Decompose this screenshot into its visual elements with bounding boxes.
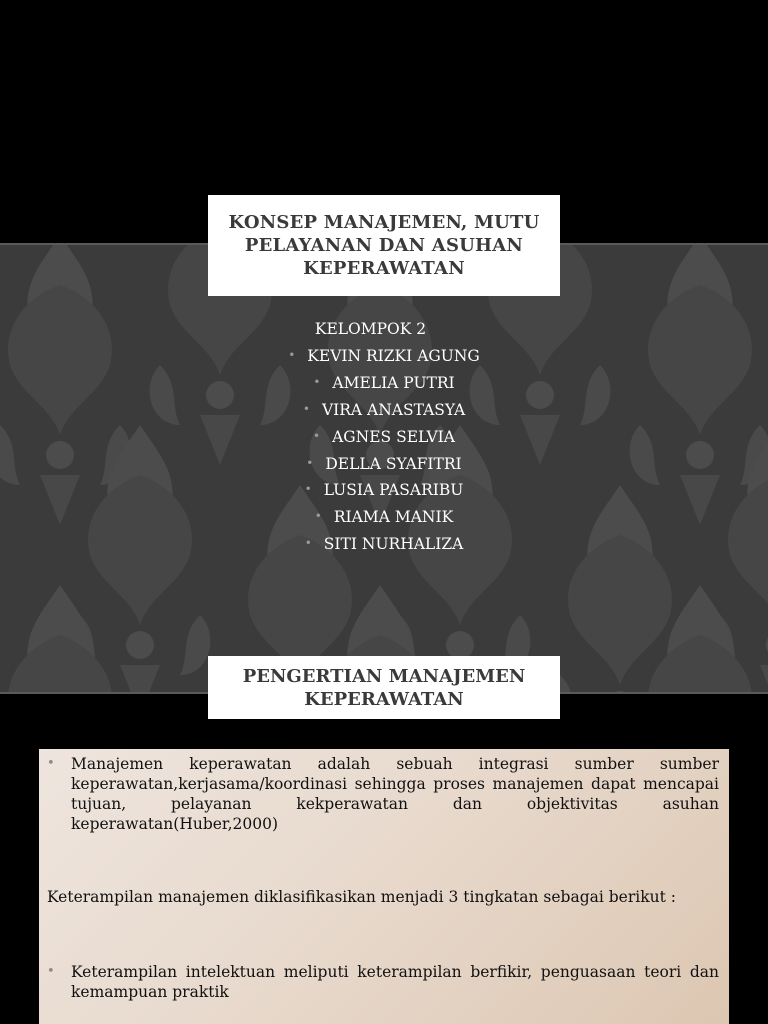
list-item — [0, 451, 768, 478]
list-item — [0, 531, 768, 558]
slide1-title-box — [208, 195, 560, 296]
list-item — [0, 477, 768, 504]
member-name: LUSIA PASARIBU — [323, 481, 464, 500]
bullet-icon: • — [314, 509, 322, 524]
bullet-icon: • — [313, 428, 321, 443]
member-name: KEVIN RIZKI AGUNG — [307, 347, 480, 365]
plain-paragraph: Keterampilan manajemen diklasifikasikan menjadi 3 tingkatan sebagai berikut : — [47, 888, 676, 906]
member-items — [0, 343, 768, 558]
member-name: RIAMA MANIK — [333, 508, 454, 527]
member-name: AMELIA PUTRI — [332, 373, 455, 392]
slide2-title-box — [208, 656, 560, 719]
member-name: VIRA ANASTASYA — [321, 400, 466, 419]
member-name: DELLA SYAFITRI — [325, 454, 462, 473]
member-list — [0, 316, 768, 558]
bullet-icon: • — [288, 348, 296, 362]
bullet-paragraph — [47, 754, 719, 834]
bullet-icon: • — [304, 482, 312, 497]
slide2-content-panel — [39, 749, 729, 1024]
slide1-title: KONSEP MANAJEMEN, MUTU PELAYANAN DAN ASUHAN KEPERAWATAN — [228, 212, 540, 279]
list-item — [0, 424, 768, 451]
paragraph-text: Manajemen keperawatan adalah sebuah integrasi sumber sumber keperawatan,kerjasama/koordinasi sehingga proses manajemen dapat mencapai tujuan, pelayanan kekperawatan dan objektivitas asuhan keperawatan(Huber,2000) — [71, 755, 719, 833]
bullet-icon: • — [47, 756, 55, 771]
member-name: AGNES SELVIA — [332, 427, 455, 446]
bullet-paragraph — [47, 962, 719, 1002]
bullet-icon: • — [304, 536, 312, 551]
member-name: SITI NURHALIZA — [323, 535, 464, 554]
group-label: KELOMPOK 2 — [314, 320, 427, 338]
list-item — [0, 370, 768, 397]
bullet-icon: • — [306, 455, 314, 470]
list-item — [0, 397, 768, 424]
list-item — [0, 343, 768, 370]
paragraph-text: Keterampilan intelektuan meliputi keterampilan berfikir, penguasaan teori dan kemampuan praktik — [71, 963, 719, 1001]
bullet-icon: • — [47, 964, 55, 979]
list-item — [0, 504, 768, 531]
bullet-icon: • — [313, 374, 321, 389]
slide2-title: PENGERTIAN MANAJEMEN KEPERAWATAN — [242, 665, 526, 710]
bullet-icon: • — [302, 401, 310, 416]
